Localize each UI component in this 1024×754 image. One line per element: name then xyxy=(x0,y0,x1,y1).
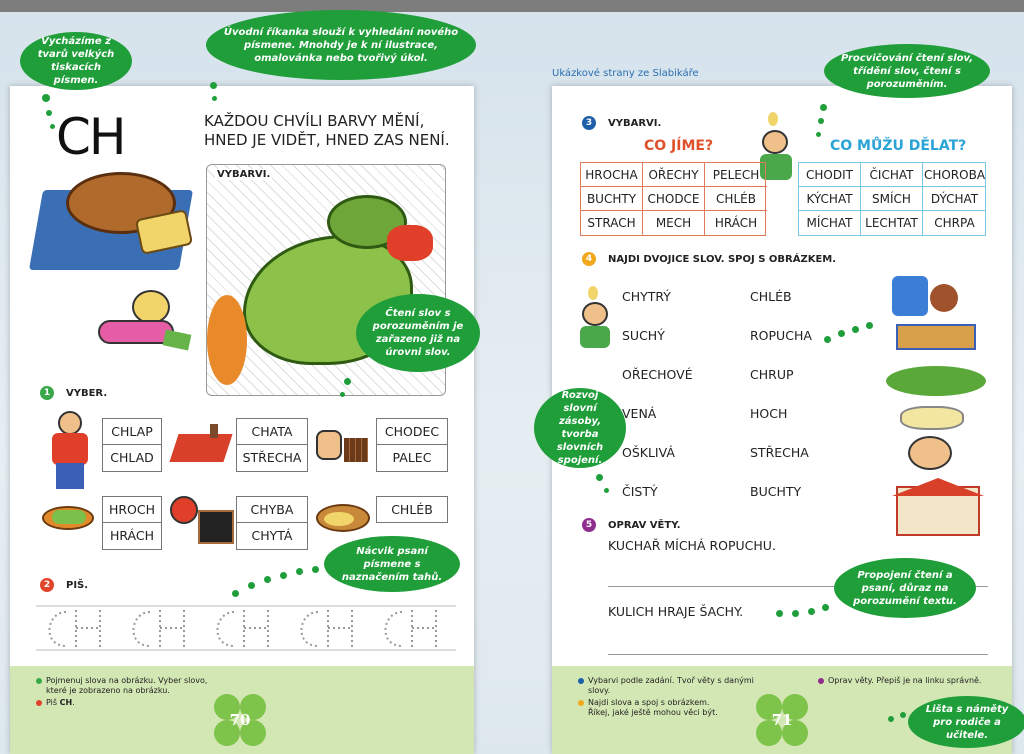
adjective-word[interactable]: OŘECHOVÉ xyxy=(622,367,693,382)
section-5-title: OPRAV VĚTY. xyxy=(608,520,681,531)
noun-word[interactable]: ROPUCHA xyxy=(750,328,812,343)
handwriting-practice[interactable] xyxy=(36,602,456,654)
food-cell[interactable]: BUCHTY xyxy=(581,187,643,211)
right-header: Ukázkové strany ze Slabikáře xyxy=(552,68,699,79)
choice-word[interactable]: STŘECHA xyxy=(242,450,302,465)
noun-word[interactable]: CHLÉB xyxy=(750,289,792,304)
choice-word[interactable]: CHATA xyxy=(237,419,307,445)
adjective-word[interactable]: ČISTÝ xyxy=(622,484,658,499)
man-illustration xyxy=(46,411,94,491)
section-5-number: 5 xyxy=(582,518,596,532)
cat-blackboard-illustration xyxy=(170,492,236,552)
choice-word[interactable]: CHLAD xyxy=(110,450,154,465)
thumb-illustration xyxy=(316,424,370,464)
sentence-1: KUCHAŘ MÍCHÁ ROPUCHU. xyxy=(608,538,776,553)
rhyme-line-2: HNED JE VIDĚT, HNED ZAS NENÍ. xyxy=(204,131,450,149)
page-number-clover xyxy=(214,694,266,746)
verb-cell[interactable]: KÝCHAT xyxy=(799,187,861,211)
section-4-number: 4 xyxy=(582,252,596,266)
adjective-word[interactable]: SUCHÝ xyxy=(622,328,665,343)
verb-cell[interactable]: DÝCHAT xyxy=(923,187,986,211)
choice-word[interactable]: CHLÉB xyxy=(391,502,433,517)
choice-word[interactable]: CHYBA xyxy=(237,497,307,523)
noun-word[interactable]: STŘECHA xyxy=(750,445,809,460)
note-cloud-6: Rozvoj slovní zásoby, tvorba slovních spojení. xyxy=(538,392,622,464)
verb-cell[interactable]: SMÍCH xyxy=(861,187,923,211)
page-number: 71 xyxy=(771,711,793,729)
adjective-word[interactable]: OŠKLIVÁ xyxy=(622,445,675,460)
section-3-title: VYBARVI. xyxy=(608,118,662,129)
section-2-title: PIŠ. xyxy=(66,580,89,591)
verb-cell[interactable]: CHRPA xyxy=(934,216,975,230)
peas-illustration xyxy=(42,500,96,534)
footer-note-1b: které je zobrazeno na obrázku. xyxy=(46,686,170,695)
writing-line-2[interactable] xyxy=(608,654,988,655)
note-cloud-5: Procvičování čtení slov, třídění slov, čtení s porozuměním. xyxy=(828,48,986,94)
footer-note-3b: slovy. xyxy=(588,686,611,695)
question-what-i-can-do: CO MŮŽU DĚLAT? xyxy=(830,138,967,154)
choice-box-2[interactable] xyxy=(236,418,308,472)
choice-word[interactable]: HROCH xyxy=(103,497,161,523)
section-2-number: 2 xyxy=(40,578,54,592)
note-cloud-7: Propojení čtení a psaní, důraz na porozumění textu. xyxy=(838,562,972,614)
footer-note-3: Vybarvi podle zadání. Tvoř věty s danými xyxy=(578,676,754,686)
choice-box-5[interactable] xyxy=(236,496,308,550)
noun-word[interactable]: CHRUP xyxy=(750,367,794,382)
girl-illustration xyxy=(82,286,197,366)
verb-cell[interactable]: MÍCHAT xyxy=(799,211,861,235)
note-cloud-8: Lišta s náměty pro rodiče a učitele. xyxy=(912,700,1022,744)
rhyme xyxy=(204,112,450,150)
big-letter: CH xyxy=(56,108,125,166)
choice-box-1[interactable] xyxy=(102,418,162,472)
choice-word[interactable]: CHODEC xyxy=(377,419,447,445)
footer-note-1: Pojmenuj slova na obrázku. Vyber slovo, xyxy=(36,676,207,686)
coloring-label: VYBARVI. xyxy=(217,169,271,180)
rhyme-line-1: KAŽDOU CHVÍLI BARVY MĚNÍ, xyxy=(204,112,425,130)
food-cell[interactable]: HROCHA xyxy=(581,163,643,187)
choice-word[interactable]: CHYTÁ xyxy=(251,528,293,543)
adjective-word[interactable]: CHYTRÝ xyxy=(622,289,671,304)
section-1-number: 1 xyxy=(40,386,54,400)
footer-note-5: Oprav věty. Přepiš je na linku správně. xyxy=(818,676,981,686)
noun-word[interactable]: HOCH xyxy=(750,406,788,421)
sentence-2: KULICH HRAJE ŠACHY. xyxy=(608,604,744,619)
footer-note-4: Najdi slova a spoj s obrázkem. xyxy=(578,698,709,708)
noun-word[interactable]: BUCHTY xyxy=(750,484,802,499)
verb-cell[interactable]: ČICHAT xyxy=(861,163,923,187)
adjective-word[interactable]: VENÁ xyxy=(622,406,657,421)
food-cell[interactable]: MECH xyxy=(643,211,705,235)
page-number: 70 xyxy=(229,711,251,729)
choice-box-6[interactable] xyxy=(376,496,448,523)
choice-word[interactable]: CHLAP xyxy=(103,419,161,445)
thinking-boy-illustration xyxy=(578,286,614,348)
footer-note-2: Piš CH. xyxy=(36,698,75,708)
food-cell[interactable]: PELECH xyxy=(705,163,767,187)
food-cell[interactable]: STRACH xyxy=(581,211,643,235)
choice-box-4[interactable] xyxy=(102,496,162,550)
bread-illustration xyxy=(30,166,190,276)
note-cloud-1: Vycházíme z tvarů velkých tiskacích písmen. xyxy=(24,36,128,86)
section-3-number: 3 xyxy=(582,116,596,130)
food-cell[interactable]: OŘECHY xyxy=(643,163,705,187)
left-footer xyxy=(10,666,474,754)
pictures-column xyxy=(878,274,998,538)
loaf-illustration xyxy=(316,500,372,534)
food-cell[interactable]: HRÁCH xyxy=(714,216,758,230)
food-cell[interactable]: CHLÉB xyxy=(705,187,767,211)
verb-cell[interactable]: CHOROBA xyxy=(923,163,986,187)
question-what-we-eat: CO JÍME? xyxy=(644,138,714,154)
verb-cell[interactable]: LECHTAT xyxy=(861,211,923,235)
verb-cell[interactable]: CHODIT xyxy=(799,163,861,187)
note-cloud-2: Úvodní říkanka slouží k vyhledání nového písmene. Mnohdy je k ní ilustrace, omalovánka nebo tvořivý úkol. xyxy=(210,14,472,76)
section-4-title: NAJDI DVOJICE SLOV. SPOJ S OBRÁZKEM. xyxy=(608,254,837,265)
choice-box-3[interactable] xyxy=(376,418,448,472)
house-illustration xyxy=(170,424,232,466)
choice-word[interactable]: PALEC xyxy=(392,450,432,465)
choice-word[interactable]: HRÁCH xyxy=(109,528,155,543)
footer-note-4b: Říkej, jaké ještě mohou věci být. xyxy=(588,708,718,717)
note-cloud-3: Čtení slov s porozuměním je zařazeno již na úrovni slov. xyxy=(360,298,476,368)
section-1-title: VYBER. xyxy=(66,388,108,399)
left-page xyxy=(10,86,474,754)
food-cell[interactable]: CHODCE xyxy=(643,187,705,211)
page-number-clover xyxy=(756,694,808,746)
note-cloud-4: Nácvik psaní písmene s naznačením tahů. xyxy=(328,540,456,588)
